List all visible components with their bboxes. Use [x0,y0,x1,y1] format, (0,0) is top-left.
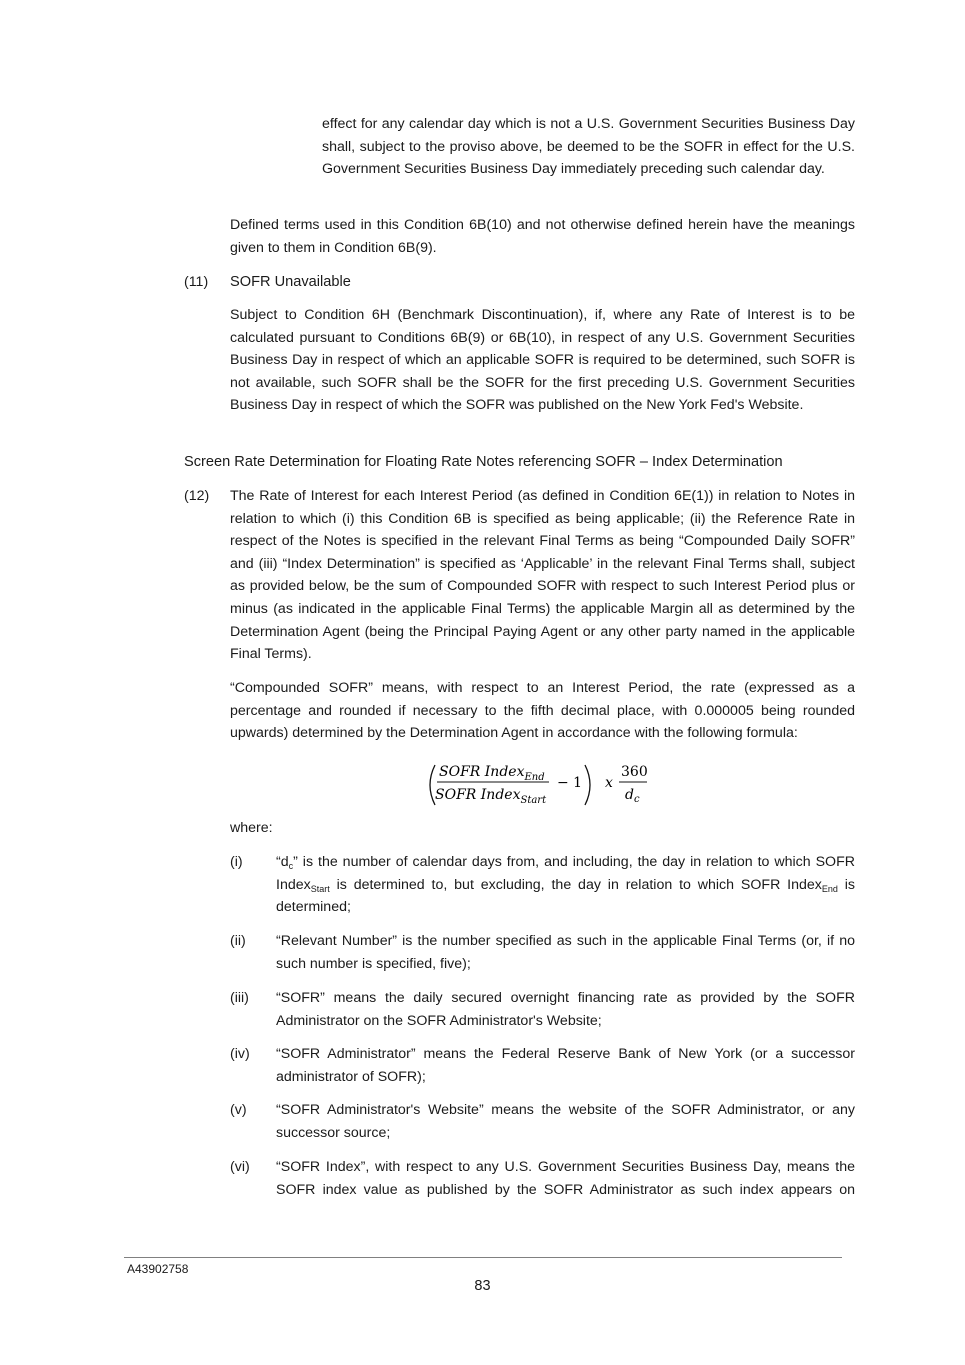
where-label: where: [230,820,273,836]
footer-divider [124,1257,842,1258]
definition-sofr-administrator: “SOFR Administrator” means the Federal Reserve Bank of New York (or a successor administrator of SOFR); [276,1046,855,1085]
definition-marker: (iii) [230,990,249,1006]
definition-sofr-index: “SOFR Index”, with respect to any U.S. Government Securities Business Day, means the SOFR index value as published by the SOFR Administrator as such index appears on [276,1159,855,1198]
defined-terms-paragraph: Defined terms used in this Condition 6B(10) and not otherwise defined herein have the meanings given to them in Condition 6B(9). [230,217,855,256]
definition-sofr: “SOFR” means the daily secured overnight financing rate as provided by the SOFR Administrator on the SOFR Administrator's Website; [276,990,855,1029]
definition-relevant-number: “Relevant Number” is the number specified as such in the applicable Final Terms (or, if no such number is specified, five); [276,933,855,972]
section-12-body: The Rate of Interest for each Interest Period (as defined in Condition 6E(1)) in relation to Notes in relation to which (i) this Condition 6B is specified as being applicable; (ii) the Reference Rate in respect of the Notes is specified in the relevant Final Terms as being “Compounded Daily SOFR” and (iii) “Index Determination” is specified as ‘Applicable’ in the relevant Final Terms shall, subject as provided below, be the sum of Compounded SOFR with respect to such Interest Period plus or minus (as indicated in the applicable Final Terms) the applicable Margin all as determined by the Determination Agent (being the Principal Paying Agent or any other party named in the applicable Final Terms). [230,488,855,663]
formula-graphic [425,760,655,810]
continuation-paragraph: effect for any calendar day which is not a U.S. Government Securities Business Day shall, subject to the proviso above, be deemed to be the SOFR in effect for the U.S. Government Securities Business Day immediately preceding such calendar day. [322,116,855,178]
index-determination-subheading: Screen Rate Determination for Floating Rate Notes referencing SOFR – Index Determination [184,454,783,470]
definition-marker: (i) [230,854,243,870]
definition-marker: (v) [230,1102,247,1118]
definition-marker: (iv) [230,1046,250,1062]
page-number: 83 [474,1278,491,1294]
definition-marker: (ii) [230,933,246,949]
formula-360: 360 [621,764,648,780]
compounded-sofr-definition: “Compounded SOFR” means, with respect to an Interest Period, the rate (expressed as a percentage and rounded if necessary to the fifth decimal place, with 0.000005 being rounded upwards) determined by the Determination Agent in accordance with the following formula: [230,680,855,742]
definition-dc: “$d_c$” is the number of calendar days from, and including, the day in relation to which SOFR Index$_{Start}$ is determined to, but excluding, the day in relation to which SOFR Index$_{End}$ is determined; [276,854,855,916]
right-paren [585,765,590,805]
compounded-sofr-formula [425,760,655,810]
definition-administrator-website: “SOFR Administrator's Website” means the website of the SOFR Administrator, or any successor source; [276,1102,855,1141]
document-id: A43902758 [127,1262,189,1276]
definition-marker: (vi) [230,1159,250,1175]
formula-dc: $d_c$ [625,787,640,805]
section-12-number: (12) [184,488,210,504]
formula-denominator: SOFR Index$_{Start}$ [435,787,547,806]
section-11-heading: SOFR Unavailable [230,274,351,290]
formula-numerator: SOFR Index$_{End}$ [439,764,545,783]
section-11-body: Subject to Condition 6H (Benchmark Discontinuation), if, where any Rate of Interest is to be calculated pursuant to Conditions 6B(9) or 6B(10), in respect of any U.S. Government Securities Business Day in respect of which an applicable SOFR is required to be determined, such SOFR is not available, such SOFR shall be the SOFR for the first preceding U.S. Government Securities Business Day in respect of which the SOFR was published on the New York Fed's Website. [230,307,855,414]
formula-times: x [605,775,613,791]
formula-minus-one: − 1 [557,775,583,791]
section-11-number: (11) [184,274,209,290]
